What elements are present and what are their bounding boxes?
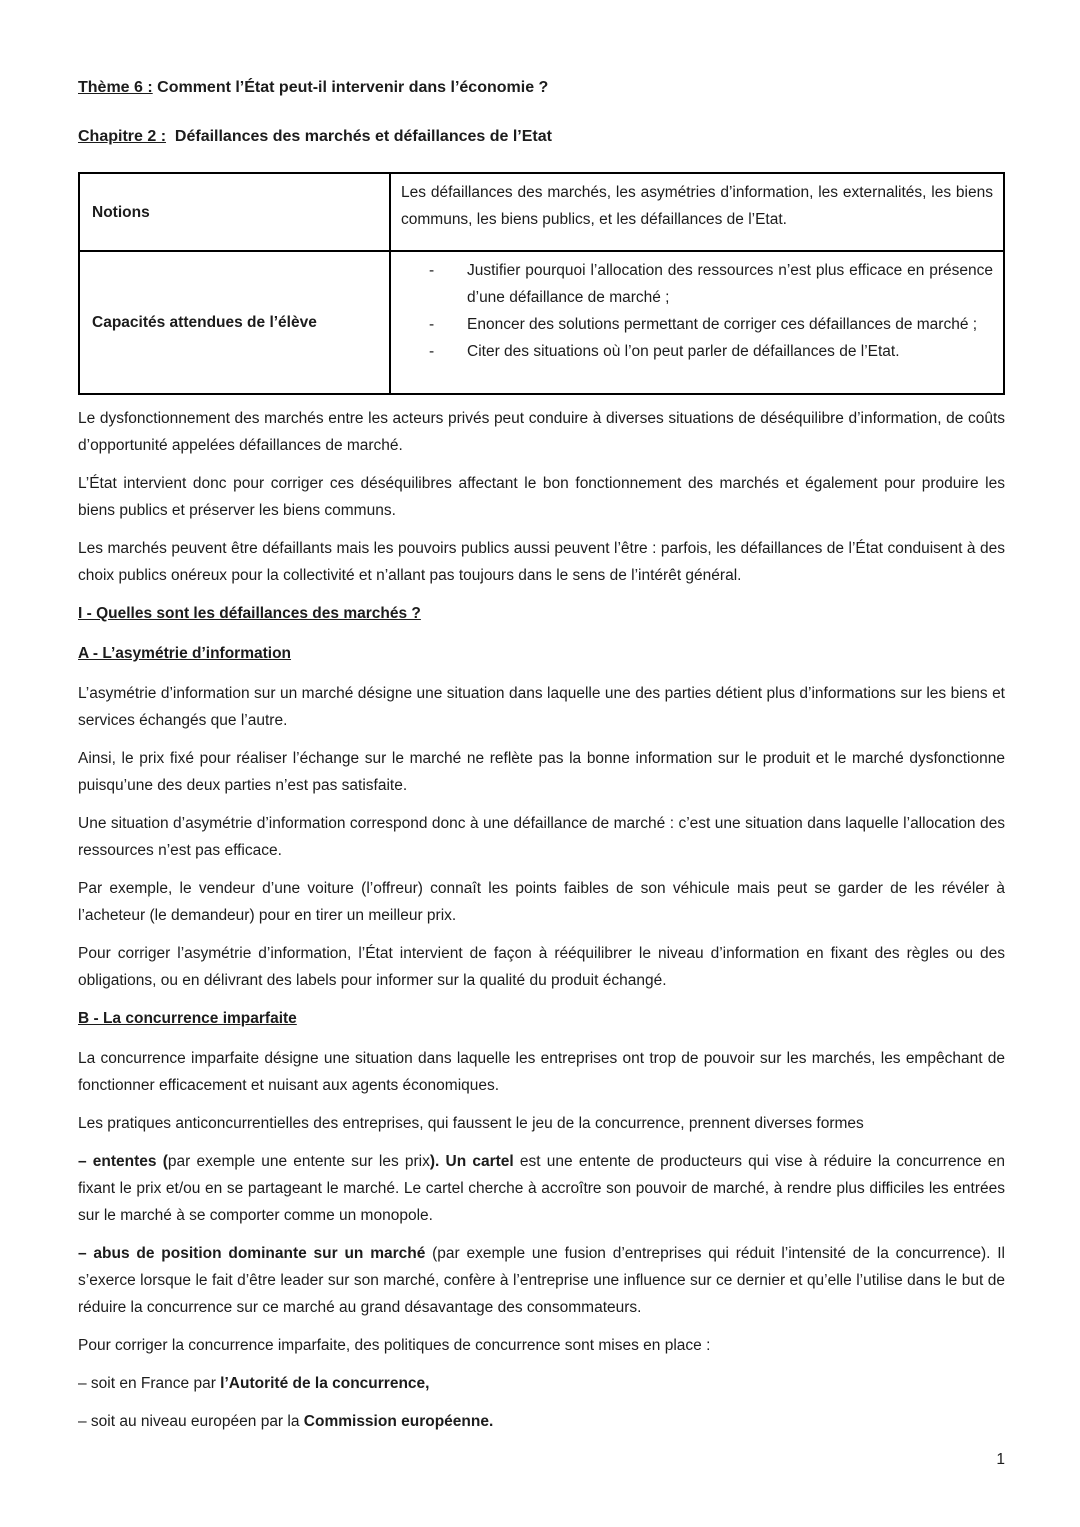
subsection-heading-a: A - L’asymétrie d’information [78, 645, 292, 662]
bullet-item [401, 257, 993, 311]
paragraph-asymetrie-1: L’asymétrie d’information sur un marché désigne une situation dans laquelle une des parties détient plus d’informations sur les biens et services échangés que l’autre. [78, 685, 1005, 729]
capacites-bullets [390, 251, 1004, 394]
page-number: 1 [996, 1451, 1005, 1468]
paragraph-intro-2: L’État intervient donc pour corriger ces déséquilibres affectant le bon fonctionnement des marchés et également pour produire les biens publics et préserver les biens communs. [78, 475, 1005, 519]
bullet-dash: - [429, 343, 435, 360]
paragraph-ententes: – ententes (par exemple une entente sur les prix). Un cartel est une entente de producteurs qui vise à réduire la concurrence en fixant le prix et/ou en se partageant le marché. Le cartel cherche à accroître son pouvoir de marché, à rendre plus difficiles les entrées sur le marché à se comporter comme un monopole. [78, 1153, 1005, 1224]
chapter-heading: Chapitre 2 : Défaillances des marchés et défaillances de l’Etat [78, 128, 552, 145]
bullet-item [401, 338, 993, 365]
capacites-label: Capacités attendues de l’élève [79, 251, 390, 394]
bullet-dash: - [429, 262, 435, 279]
paragraph-concurrence-2: Les pratiques anticoncurrentielles des entreprises, qui faussent le jeu de la concurrence, prennent diverses formes [78, 1115, 864, 1132]
table-row-capacites [79, 251, 1004, 394]
bullet-text: Citer des situations où l’on peut parler de défaillances de l’Etat. [467, 343, 900, 360]
paragraph-intro-3: Les marchés peuvent être défaillants mais les pouvoirs publics aussi peuvent l’être : parfois, les défaillances de l’État conduisent à des choix publics onéreux pour la collectivité et n’allant pas toujours dans le sens de l’intérêt général. [78, 540, 1005, 584]
notions-label: Notions [79, 173, 390, 251]
section-heading-1: I - Quelles sont les défaillances des marchés ? [78, 605, 421, 622]
notions-content: Les défaillances des marchés, les asymétries d’information, les externalités, les biens communs, les biens publics, et les défaillances de l’Etat. [390, 173, 1004, 251]
paragraph-corriger-concurrence: Pour corriger la concurrence imparfaite, des politiques de concurrence sont mises en place : [78, 1337, 711, 1354]
paragraph-abus-position: – abus de position dominante sur un marché (par exemple une fusion d’entreprises qui réduit l’intensité de la concurrence). Il s’exerce lorsque le fait d’être leader sur son marché, confère à l’entreprise une influence sur ce dernier et qu’elle l’utilise dans le but de réduire la concurrence sur ce marché au grand désavantage des consommateurs. [78, 1245, 1005, 1316]
paragraph-intro-1: Le dysfonctionnement des marchés entre les acteurs privés peut conduire à diverses situations de déséquilibre d’information, de coûts d’opportunité appelées défaillances de marché. [78, 410, 1005, 454]
paragraph-asymetrie-3: Une situation d’asymétrie d’information correspond donc à une défaillance de marché : c’est une situation dans laquelle l’allocation des ressources n’est pas efficace. [78, 815, 1005, 859]
notions-capacites-table [78, 172, 1005, 395]
paragraph-asymetrie-4: Par exemple, le vendeur d’une voiture (l’offreur) connaît les points faibles de son véhicule mais peut se garder de les révéler à l’acheteur (le demandeur) pour en tirer un meilleur prix. [78, 880, 1005, 924]
paragraph-asymetrie-2: Ainsi, le prix fixé pour réaliser l’échange sur le marché ne reflète pas la bonne information sur le produit et le marché dysfonctionne puisqu’une des deux parties n’est pas satisfaite. [78, 750, 1005, 794]
paragraph-autorite-concurrence: – soit en France par l’Autorité de la concurrence, [78, 1375, 430, 1392]
bullet-text: Justifier pourquoi l’allocation des ressources n’est plus efficace en présence d’une défaillance de marché ; [467, 262, 993, 306]
bullet-text: Enoncer des solutions permettant de corriger ces défaillances de marché ; [467, 316, 978, 333]
theme-heading: Thème 6 : Comment l’État peut-il intervenir dans l’économie ? [78, 79, 549, 96]
table-row-notions [79, 173, 1004, 251]
paragraph-asymetrie-5: Pour corriger l’asymétrie d’information, l’État intervient de façon à rééquilibrer le niveau d’information en fixant des règles ou des obligations, ou en délivrant des labels pour informer sur la qualité du produit échangé. [78, 945, 1005, 989]
subsection-heading-b: B - La concurrence imparfaite [78, 1010, 297, 1027]
bullet-dash: - [429, 316, 435, 333]
bullet-item [401, 311, 993, 338]
paragraph-concurrence-1: La concurrence imparfaite désigne une situation dans laquelle les entreprises ont trop de pouvoir sur les marchés, les empêchant de fonctionner efficacement et nuisant aux agents économiques. [78, 1050, 1005, 1094]
paragraph-commission-europeenne: – soit au niveau européen par la Commission européenne. [78, 1413, 494, 1430]
